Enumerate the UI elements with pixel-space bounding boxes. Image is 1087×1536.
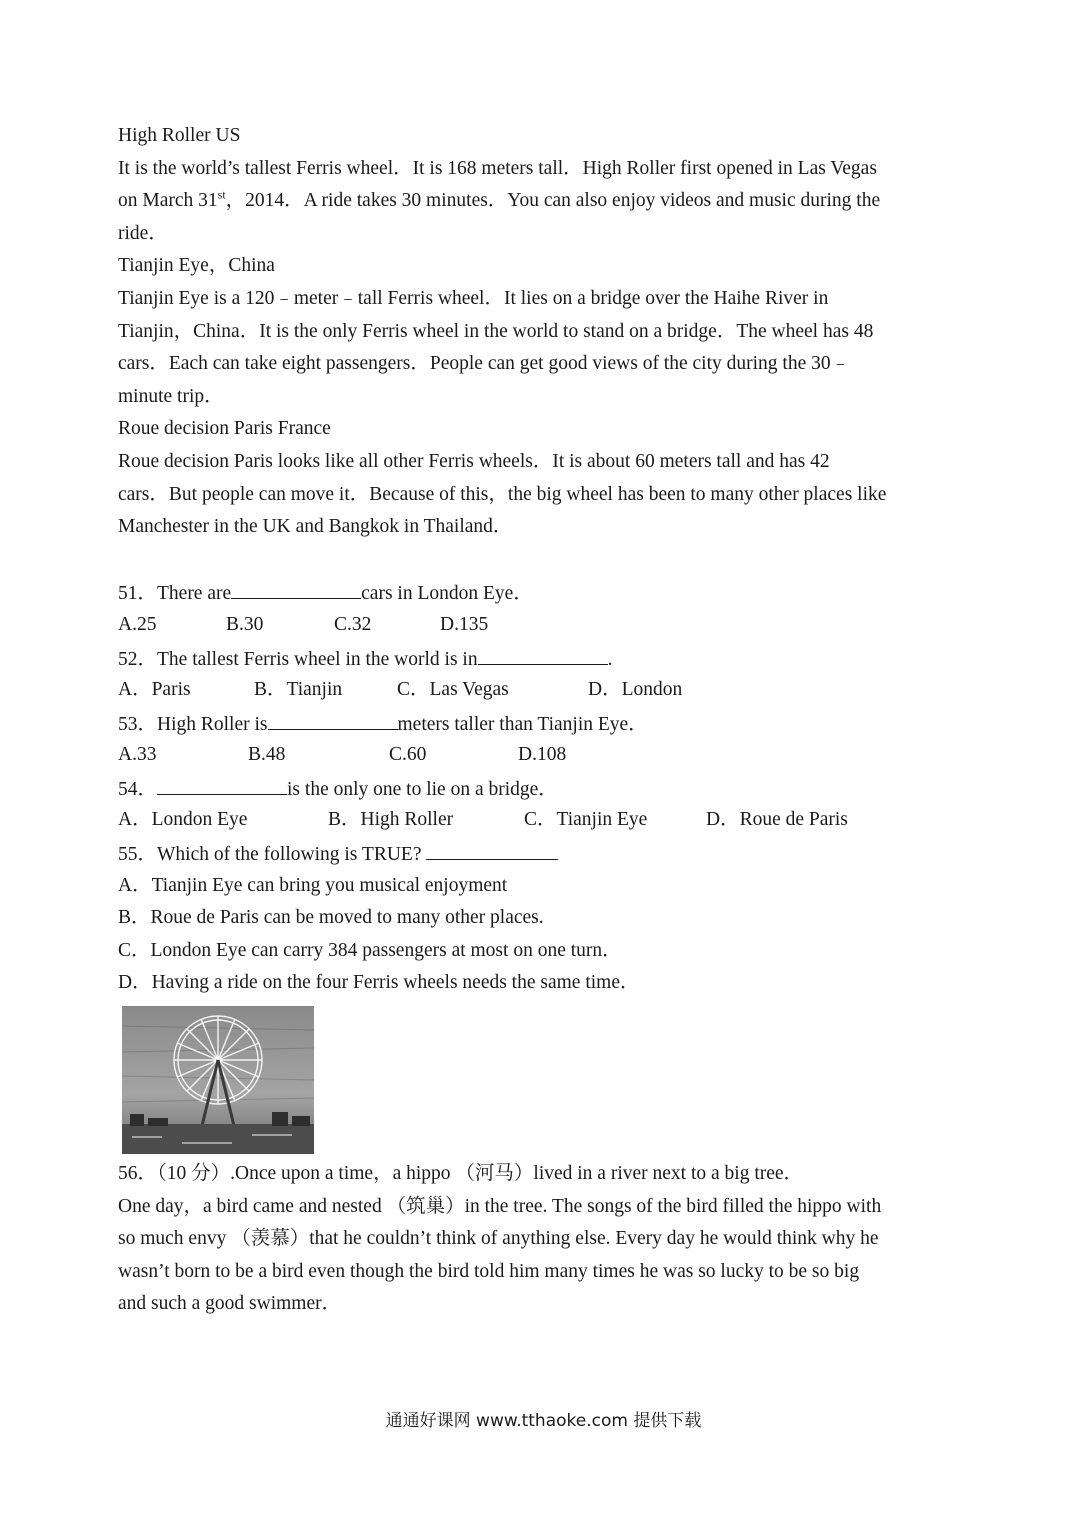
q51-options xyxy=(118,609,978,642)
tianjin-text-4: minute trip． xyxy=(118,385,224,407)
high-roller-text-2-start: on March 31 xyxy=(118,190,218,212)
q51-stem xyxy=(118,576,978,609)
q51-text-start: 51．There are xyxy=(118,583,232,605)
q56-text-1: 56．（10 分）.Once upon a time，a hippo （河马）lived in a river next to a big tree． xyxy=(118,1163,804,1185)
q53-option-c[interactable]: C.60 xyxy=(389,744,427,766)
q54-option-a[interactable]: A．London Eye xyxy=(118,809,248,831)
high-roller-text-3: ride． xyxy=(118,222,168,244)
q53-text-start: 53．High Roller is xyxy=(118,713,268,735)
paris-text-1: Roue decision Paris looks like all other Ferris wheels．It is about 60 meters tall and has 42 xyxy=(118,450,830,472)
q51-option-c[interactable]: C.32 xyxy=(334,613,372,635)
q54-option-d[interactable]: D．Roue de Paris xyxy=(706,809,848,831)
q51-option-a[interactable]: A.25 xyxy=(118,613,157,635)
q54-stem xyxy=(118,772,978,805)
q52-options xyxy=(118,674,978,707)
q54-option-c[interactable]: C．Tianjin Eye xyxy=(524,809,648,831)
q53-stem xyxy=(118,707,978,740)
q51-answer-blank[interactable] xyxy=(231,576,361,599)
q55-option-b[interactable]: B．Roue de Paris can be moved to many other places. xyxy=(118,907,544,929)
q56-text-2: One day，a bird came and nested （筑巢）in the tree. The songs of the bird filled the hippo with xyxy=(118,1195,882,1217)
q56-text-3: so much envy （羡慕）that he couldn’t think of anything else. Every day he would think why he xyxy=(118,1228,879,1250)
q54-text-start: 54． xyxy=(118,778,158,800)
high-roller-text-2 xyxy=(118,185,978,218)
q52-option-d[interactable]: D．London xyxy=(588,679,683,701)
high-roller-heading: High Roller US xyxy=(118,125,241,146)
tianjin-text-3: cars．Each can take eight passengers．People can get good views of the city during the 30﹣ xyxy=(118,353,851,375)
spacer xyxy=(118,544,978,577)
tianjin-heading: Tianjin Eye，China xyxy=(118,255,275,277)
q54-options xyxy=(118,804,978,837)
q52-answer-blank[interactable] xyxy=(478,642,608,665)
q52-stem xyxy=(118,642,978,675)
q55-option-d[interactable]: D．Having a ride on the four Ferris wheels needs the same time． xyxy=(118,972,640,994)
paris-text-3: Manchester in the UK and Bangkok in Thailand． xyxy=(118,516,513,538)
ordinal-suffix: st xyxy=(217,187,226,202)
q52-text-start: 52．The tallest Ferris wheel in the world is in xyxy=(118,648,478,670)
paris-heading: Roue decision Paris France xyxy=(118,418,331,440)
paris-text-2: cars．But people can move it．Because of this，the big wheel has been to many other places like xyxy=(118,483,887,505)
q53-options xyxy=(118,739,978,772)
q55-answer-blank[interactable] xyxy=(426,837,558,860)
q52-option-c[interactable]: C．Las Vegas xyxy=(397,679,509,701)
worksheet-page xyxy=(118,120,978,1321)
q51-text-end: cars in London Eye． xyxy=(361,583,533,605)
q55-stem xyxy=(118,837,978,870)
q53-text-end: meters taller than Tianjin Eye． xyxy=(397,713,648,735)
q56-text-5: and such a good swimmer． xyxy=(118,1293,342,1315)
high-roller-text-1: It is the world’s tallest Ferris wheel．It is 168 meters tall．High Roller first opened in Las Vegas xyxy=(118,157,877,179)
tianjin-text-1: Tianjin Eye is a 120﹣meter﹣tall Ferris wheel．It lies on a bridge over the Haihe River in xyxy=(118,287,829,309)
q53-answer-blank[interactable] xyxy=(268,707,398,730)
ferris-wheel-photo xyxy=(122,1006,314,1154)
q55-option-c[interactable]: C．London Eye can carry 384 passengers at most on one turn． xyxy=(118,939,622,961)
q53-option-a[interactable]: A.33 xyxy=(118,744,157,766)
q54-text-end: is the only one to lie on a bridge． xyxy=(287,778,558,800)
q53-option-d[interactable]: D.108 xyxy=(518,744,567,766)
q52-option-b[interactable]: B．Tianjin xyxy=(254,679,343,701)
tianjin-text-2: Tianjin，China．It is the only Ferris wheel in the world to stand on a bridge．The wheel has 48 xyxy=(118,320,874,342)
q53-option-b[interactable]: B.48 xyxy=(248,744,286,766)
q54-answer-blank[interactable] xyxy=(157,772,287,795)
q52-text-end: . xyxy=(607,648,613,670)
page-footer: 通通好课网 www.tthaoke.com 提供下载 xyxy=(385,1411,702,1431)
q55-text: 55．Which of the following is TRUE? xyxy=(118,844,422,866)
q54-option-b[interactable]: B．High Roller xyxy=(328,809,454,831)
high-roller-text-2-end: ，2014．A ride takes 30 minutes．You can also enjoy videos and music during the xyxy=(225,190,881,212)
q51-option-d[interactable]: D.135 xyxy=(440,613,489,635)
q55-option-a[interactable]: A．Tianjin Eye can bring you musical enjoyment xyxy=(118,874,508,896)
q56-text-4: wasn’t born to be a bird even though the bird told him many times he was so lucky to be so big xyxy=(118,1260,860,1282)
q52-option-a[interactable]: A．Paris xyxy=(118,679,191,701)
q51-option-b[interactable]: B.30 xyxy=(226,613,264,635)
